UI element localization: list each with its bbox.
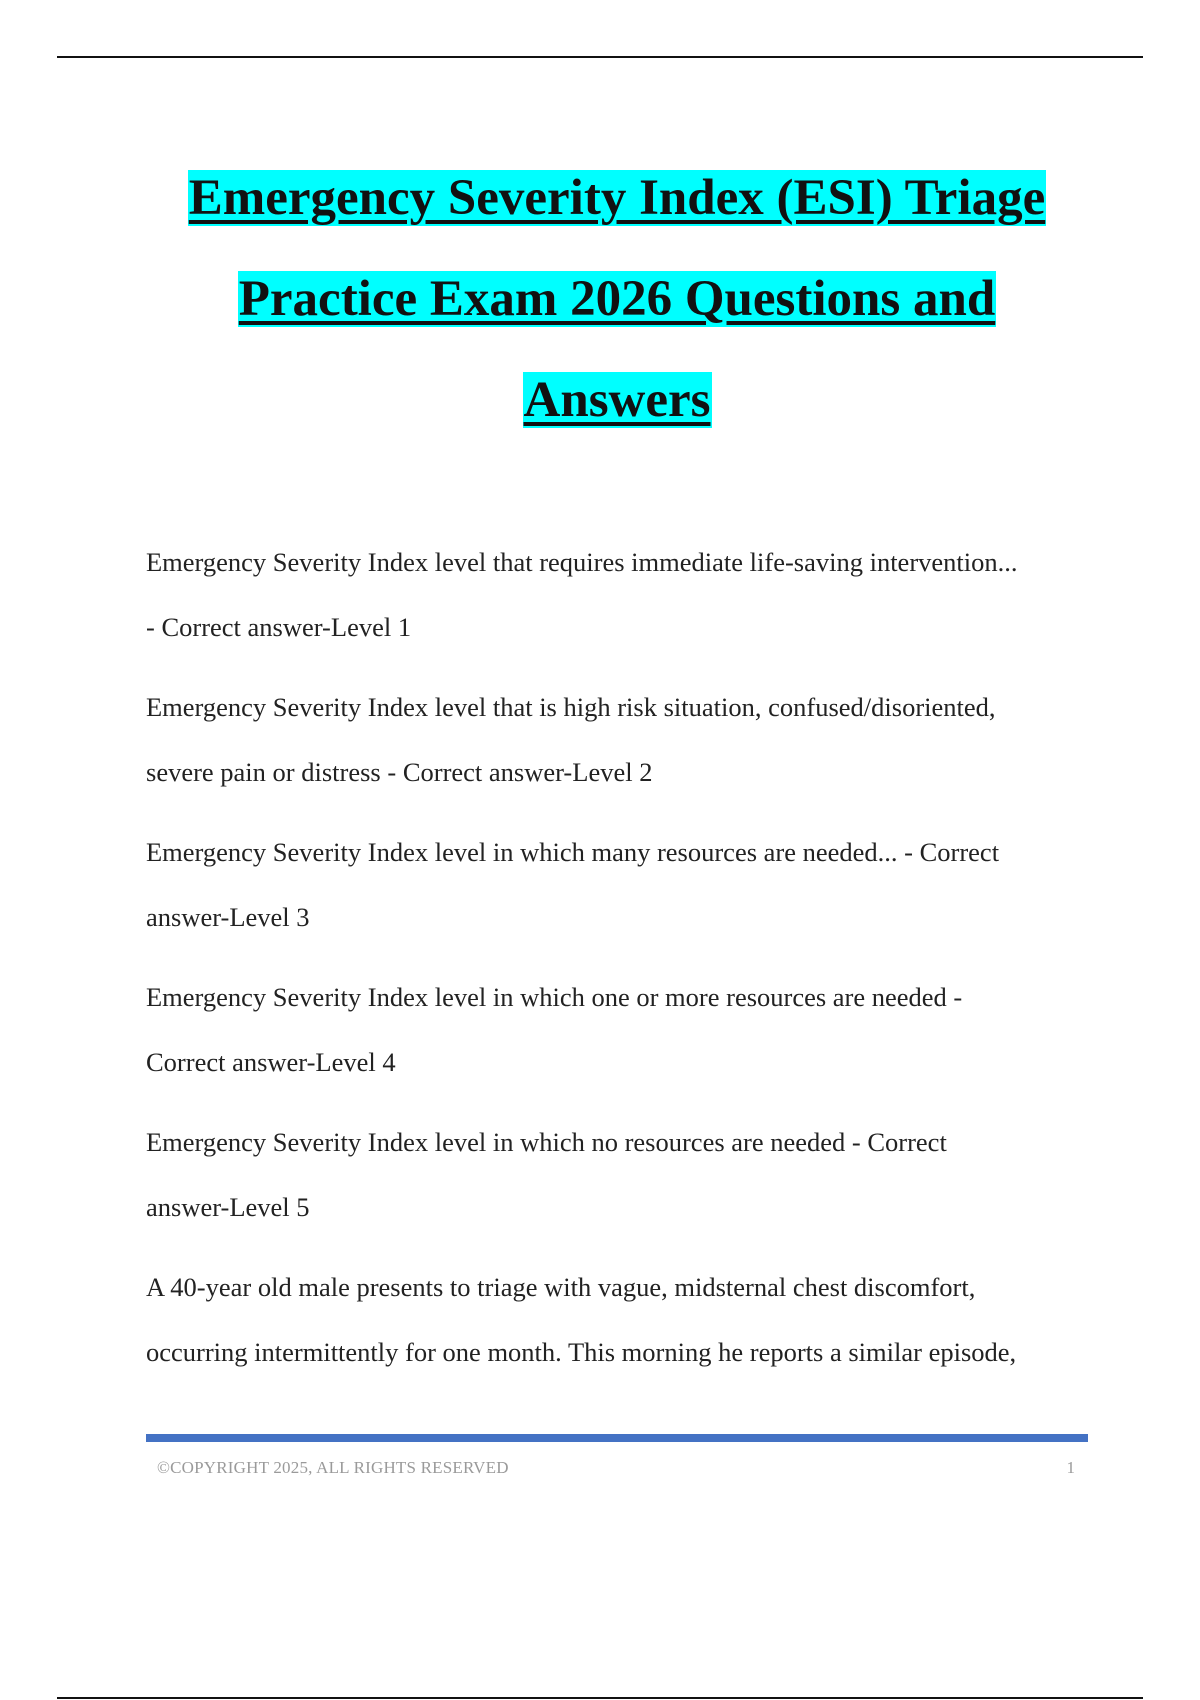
qa-item-4-line-1: Emergency Severity Index level in which one or more resources are needed - [146,982,963,1012]
qa-item-5-line-2: answer-Level 5 [146,1192,310,1222]
qa-item-5 [146,1110,1086,1240]
footer-page-number: 1 [1066,1458,1075,1477]
qa-item-1-line-1: Emergency Severity Index level that requires immediate life-saving intervention... [146,547,1018,577]
top-rule [57,56,1143,58]
title-line-2 [100,269,1134,341]
qa-content [146,530,1086,1400]
title-line-3-text: Answers [523,372,711,428]
document-title [100,168,1134,471]
qa-item-1-line-2: - Correct answer-Level 1 [146,612,412,642]
qa-item-6-line-2: occurring intermittently for one month. This morning he reports a similar episode, [146,1337,1017,1367]
qa-item-2 [146,675,1086,805]
footer-copyright: ©COPYRIGHT 2025, ALL RIGHTS RESERVED [157,1458,509,1477]
qa-item-3 [146,820,1086,950]
footer-bar [146,1434,1088,1442]
qa-item-4-line-2: Correct answer-Level 4 [146,1047,396,1077]
qa-item-3-line-2: answer-Level 3 [146,902,310,932]
qa-item-3-line-1: Emergency Severity Index level in which many resources are needed... - Correct [146,837,1000,867]
qa-item-5-line-1: Emergency Severity Index level in which no resources are needed - Correct [146,1127,947,1157]
title-line-1-text: Emergency Severity Index (ESI) Triage [188,170,1046,226]
qa-item-1 [146,530,1086,660]
qa-item-6 [146,1255,1086,1385]
qa-item-4 [146,965,1086,1095]
title-line-1 [100,168,1134,240]
qa-item-2-line-1: Emergency Severity Index level that is high risk situation, confused/disoriented, [146,692,996,722]
title-line-2-text: Practice Exam 2026 Questions and [238,271,996,327]
title-line-3 [100,370,1134,442]
bottom-rule [57,1697,1143,1699]
qa-item-6-line-1: A 40-year old male presents to triage with vague, midsternal chest discomfort, [146,1272,976,1302]
qa-item-2-line-2: severe pain or distress - Correct answer-Level 2 [146,757,653,787]
